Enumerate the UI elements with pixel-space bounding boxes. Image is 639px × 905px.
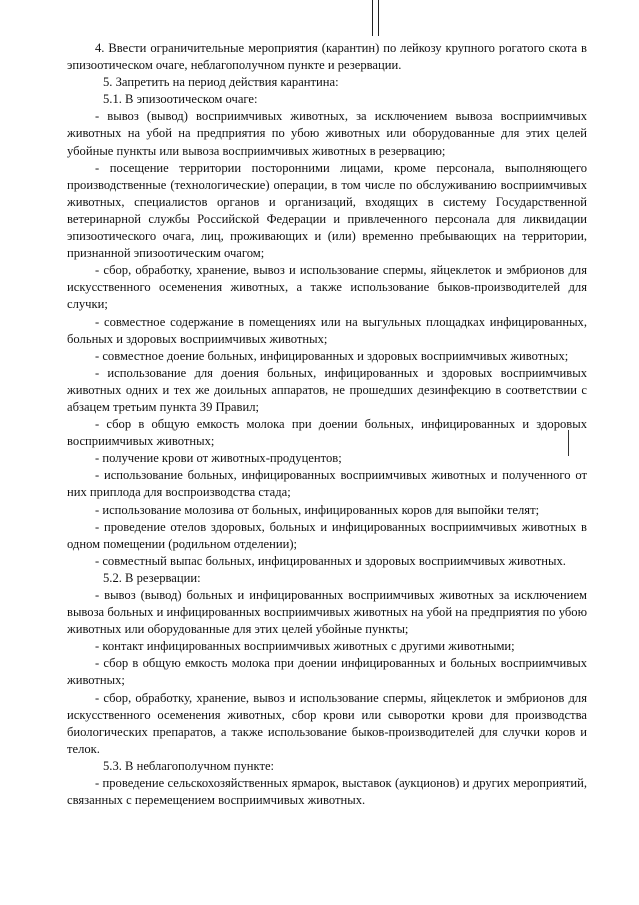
paragraph-quarantine-intro: 4. Ввести ограничительные мероприятия (карантин) по лейкозу крупного рогатого скота в эпизоотическом очаге, неблагополучном пункте и резервации.: [67, 41, 587, 73]
binder-line-right: [378, 0, 379, 36]
list-item: - совместное содержание в помещениях или на выгульных площадках инфицированных, больных и здоровых восприимчивых животных;: [67, 314, 587, 346]
list-item: - контакт инфицированных восприимчивых животных с другими животными;: [95, 639, 515, 654]
list-item: - сбор в общую емкость молока при доении инфицированных и больных восприимчивых животных;: [67, 656, 587, 688]
list-item: - вывоз (вывод) восприимчивых животных, за исключением вывоза восприимчивых животных на убой на предприятия по убою животных или оборудованные для этих целей убойные пункты или вывоза восприимчивых животных в резервацию;: [67, 109, 587, 158]
list-item: - сбор, обработку, хранение, вывоз и использование спермы, яйцеклеток и эмбрионов для искусственного осеменения животных, а также использование быков-производителей для случки;: [67, 263, 587, 312]
heading-reservation: 5.2. В резервации:: [103, 570, 201, 585]
list-item: - сбор, обработку, хранение, вывоз и использование спермы, яйцеклеток и эмбрионов для искусственного осеменения животных, сбор крови или сыворотки крови для производства биологических препаратов, а также использование быков-производителей для случки коров и телок.: [67, 690, 587, 756]
list-item: - посещение территории посторонними лицами, кроме персонала, выполняющего производственные (технологические) операции, в том числе по обслуживанию восприимчивых животных, специалистов органов и организаций, входящих в систему Государственной ветеринарной службы Российской Федерации и привлеченного персонала для ликвидации эпизоотического очага, лиц, проживающих и (или) временно пребывающих на территории, признанной эпизоотическим очагом;: [67, 160, 587, 261]
list-item: - получение крови от животных-продуцентов;: [95, 451, 342, 466]
heading-unfavorable-point: 5.3. В неблагополучном пункте:: [103, 758, 275, 773]
heading-prohibit: 5. Запретить на период действия карантина:: [103, 75, 339, 90]
list-item: - совместный выпас больных, инфицированных и здоровых восприимчивых животных.: [95, 553, 566, 568]
heading-outbreak-focus: 5.1. В эпизоотическом очаге:: [103, 92, 258, 107]
list-item: - вывоз (вывод) больных и инфицированных восприимчивых животных за исключением вывоза больных и инфицированных восприимчивых животных на убой на предприятия по убою животных или оборудованные для этих целей убойные пункты;: [67, 588, 587, 637]
list-item: - проведение отелов здоровых, больных и инфицированных восприимчивых животных в одном помещении (родильном отделении);: [67, 519, 587, 551]
list-item: - совместное доение больных, инфицированных и здоровых восприимчивых животных;: [95, 348, 569, 363]
list-item: - сбор в общую емкость молока при доении больных, инфицированных и здоровых восприимчивых животных;: [67, 417, 587, 449]
list-item: - проведение сельскохозяйственных ярмарок, выставок (аукционов) и других мероприятий, связанных с перемещением восприимчивых животных.: [67, 776, 587, 808]
list-item: - использование для доения больных, инфицированных и здоровых восприимчивых животных одних и тех же доильных аппаратов, не прошедших дезинфекцию в соответствии с абзацем третьим пункта 39 Правил;: [67, 365, 587, 414]
list-item: - использование больных, инфицированных восприимчивых животных и полученного от них приплода для воспроизводства стада;: [67, 468, 587, 500]
document-body: [67, 40, 587, 809]
list-item: - использование молозива от больных, инфицированных коров для выпойки телят;: [95, 502, 540, 517]
binder-line-left: [372, 0, 373, 36]
